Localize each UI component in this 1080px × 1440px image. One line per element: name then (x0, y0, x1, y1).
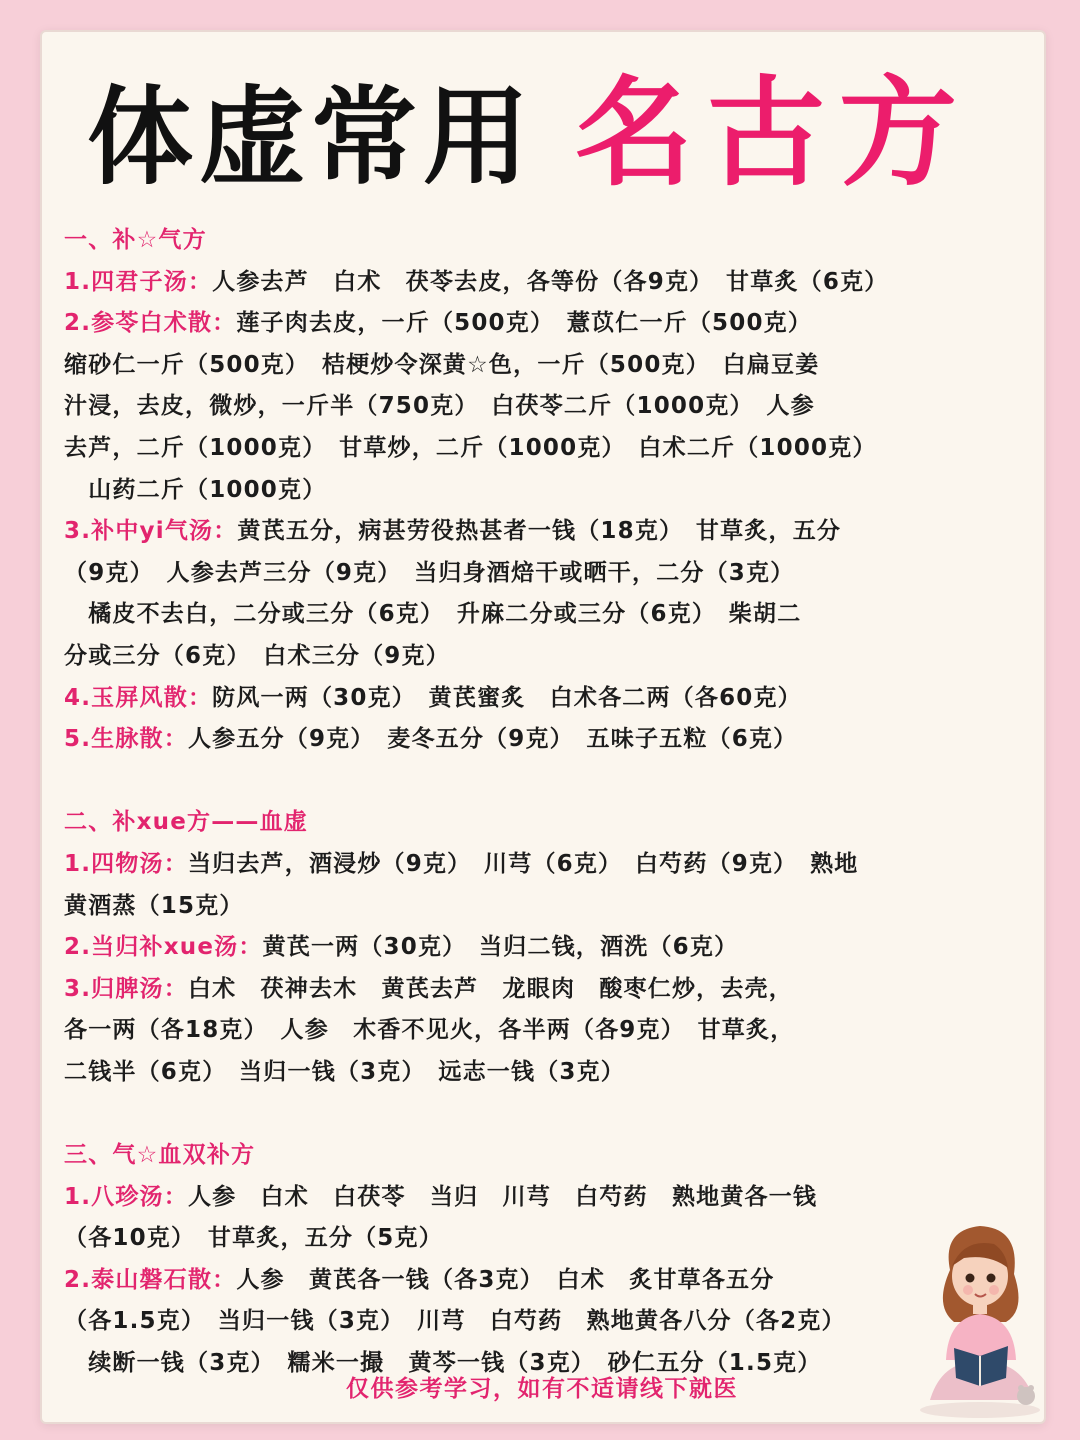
prescription-continuation: 山药二斤（1000克） (64, 476, 327, 503)
prescription-item (64, 844, 1034, 886)
girl-reading-book-icon (902, 1210, 1042, 1420)
prescription-name: 4.玉屏风散： (64, 684, 213, 711)
prescription-name: 2.泰山磐石散： (64, 1266, 237, 1293)
prescription-continuation: 续断一钱（3克） 糯米一撮 黄芩一钱（3克） 砂仁五分（1.5克） (64, 1350, 822, 1377)
prescription-ingredients: 人参五分（9克） 麦冬五分（9克） 五味子五粒（6克） (187, 726, 798, 753)
prescription-continuation: 汁浸，去皮，微炒，一斤半（750克） 白茯苓二斤（1000克） 人参 (64, 393, 815, 420)
prescription-ingredients: 防风一两（30克） 黄芪蜜炙 白术各二两（各60克） (212, 684, 802, 711)
prescription-continuation: （各1.5克） 当归一钱（3克） 川芎 白芍药 熟地黄各八分（各2克） (64, 1308, 846, 1335)
prescription-item (64, 1260, 1034, 1302)
prescription-ingredients: 黄芪一两（30克） 当归二钱，酒洗（6克） (262, 934, 739, 961)
title-highlight: 名古方 (575, 64, 972, 202)
content-card (40, 30, 1046, 1424)
prescription-ingredients: 白术 茯神去木 黄芪去芦 龙眼肉 酸枣仁炒，去壳， (187, 975, 793, 1002)
section-heading: 三、气☆血双补方 (64, 1142, 256, 1169)
section-spacer (64, 1093, 1034, 1135)
prescription-ingredients: 莲子肉去皮，一斤（500克） 薏苡仁一斤（500克） (236, 310, 813, 337)
prescription-continuation: （9克） 人参去芦三分（9克） 当归身酒焙干或晒干，二分（3克） (64, 559, 795, 586)
prescription-name: 3.归脾汤： (64, 975, 188, 1002)
prescription-continuation: 黄酒蒸（15克） (64, 892, 244, 919)
prescription-item (64, 511, 1034, 553)
prescription-name: 1.四物汤： (64, 850, 188, 877)
prescription-continuation: 分或三分（6克） 白术三分（9克） (64, 642, 450, 669)
prescription-item (64, 969, 1034, 1011)
title-main: 体虚常用 (87, 76, 535, 199)
prescription-name: 1.四君子汤： (64, 268, 213, 295)
prescription-item (64, 262, 1034, 304)
prescription-ingredients: 人参 黄芪各一钱（各3克） 白术 炙甘草各五分 (236, 1266, 775, 1293)
section-heading: 二、补xue方——血虚 (64, 809, 309, 836)
prescription-continuation: 各一两（各18克） 人参 木香不见火，各半两（各9克） 甘草炙， (64, 1017, 795, 1044)
prescription-item (64, 678, 1034, 720)
section-heading: 一、补☆气方 (64, 227, 207, 253)
prescription-continuation: 缩砂仁一斤（500克） 桔梗炒令深黄☆色，一斤（500克） 白扁豆姜 (64, 351, 820, 378)
prescription-ingredients: 黄芪五分，病甚劳役热甚者一钱（18克） 甘草炙，五分 (237, 518, 842, 545)
prescription-item (64, 303, 1034, 345)
prescription-ingredients: 人参 白术 白茯苓 当归 川芎 白芍药 熟地黄各一钱 (187, 1183, 818, 1210)
prescription-item (64, 1177, 1034, 1219)
prescription-ingredients: 当归去芦，酒浸炒（9克） 川芎（6克） 白芍药（9克） 熟地 (187, 850, 859, 877)
prescription-continuation: 去芦，二斤（1000克） 甘草炒，二斤（1000克） 白术二斤（1000克） (64, 434, 877, 461)
prescription-name: 1.八珍汤： (64, 1183, 188, 1210)
prescription-name: 5.生脉散： (64, 726, 188, 753)
prescription-list (64, 220, 1034, 1385)
section-spacer (64, 761, 1034, 803)
disclaimer-footer: 仅供参考学习，如有不适请线下就医 (346, 1376, 738, 1402)
prescription-continuation: 二钱半（6克） 当归一钱（3克） 远志一钱（3克） (64, 1058, 626, 1085)
prescription-name: 2.参苓白术散： (64, 310, 237, 337)
page-title (87, 64, 972, 202)
prescription-name: 3.补中yi气汤： (64, 518, 238, 545)
prescription-continuation: （各10克） 甘草炙，五分（5克） (64, 1225, 443, 1252)
prescription-item (64, 927, 1034, 969)
prescription-name: 2.当归补xue汤： (64, 934, 263, 961)
prescription-item (64, 719, 1034, 761)
prescription-ingredients: 人参去芦 白术 茯苓去皮，各等份（各9克） 甘草炙（6克） (212, 268, 889, 295)
prescription-continuation: 橘皮不去白，二分或三分（6克） 升麻二分或三分（6克） 柴胡二 (64, 601, 802, 628)
